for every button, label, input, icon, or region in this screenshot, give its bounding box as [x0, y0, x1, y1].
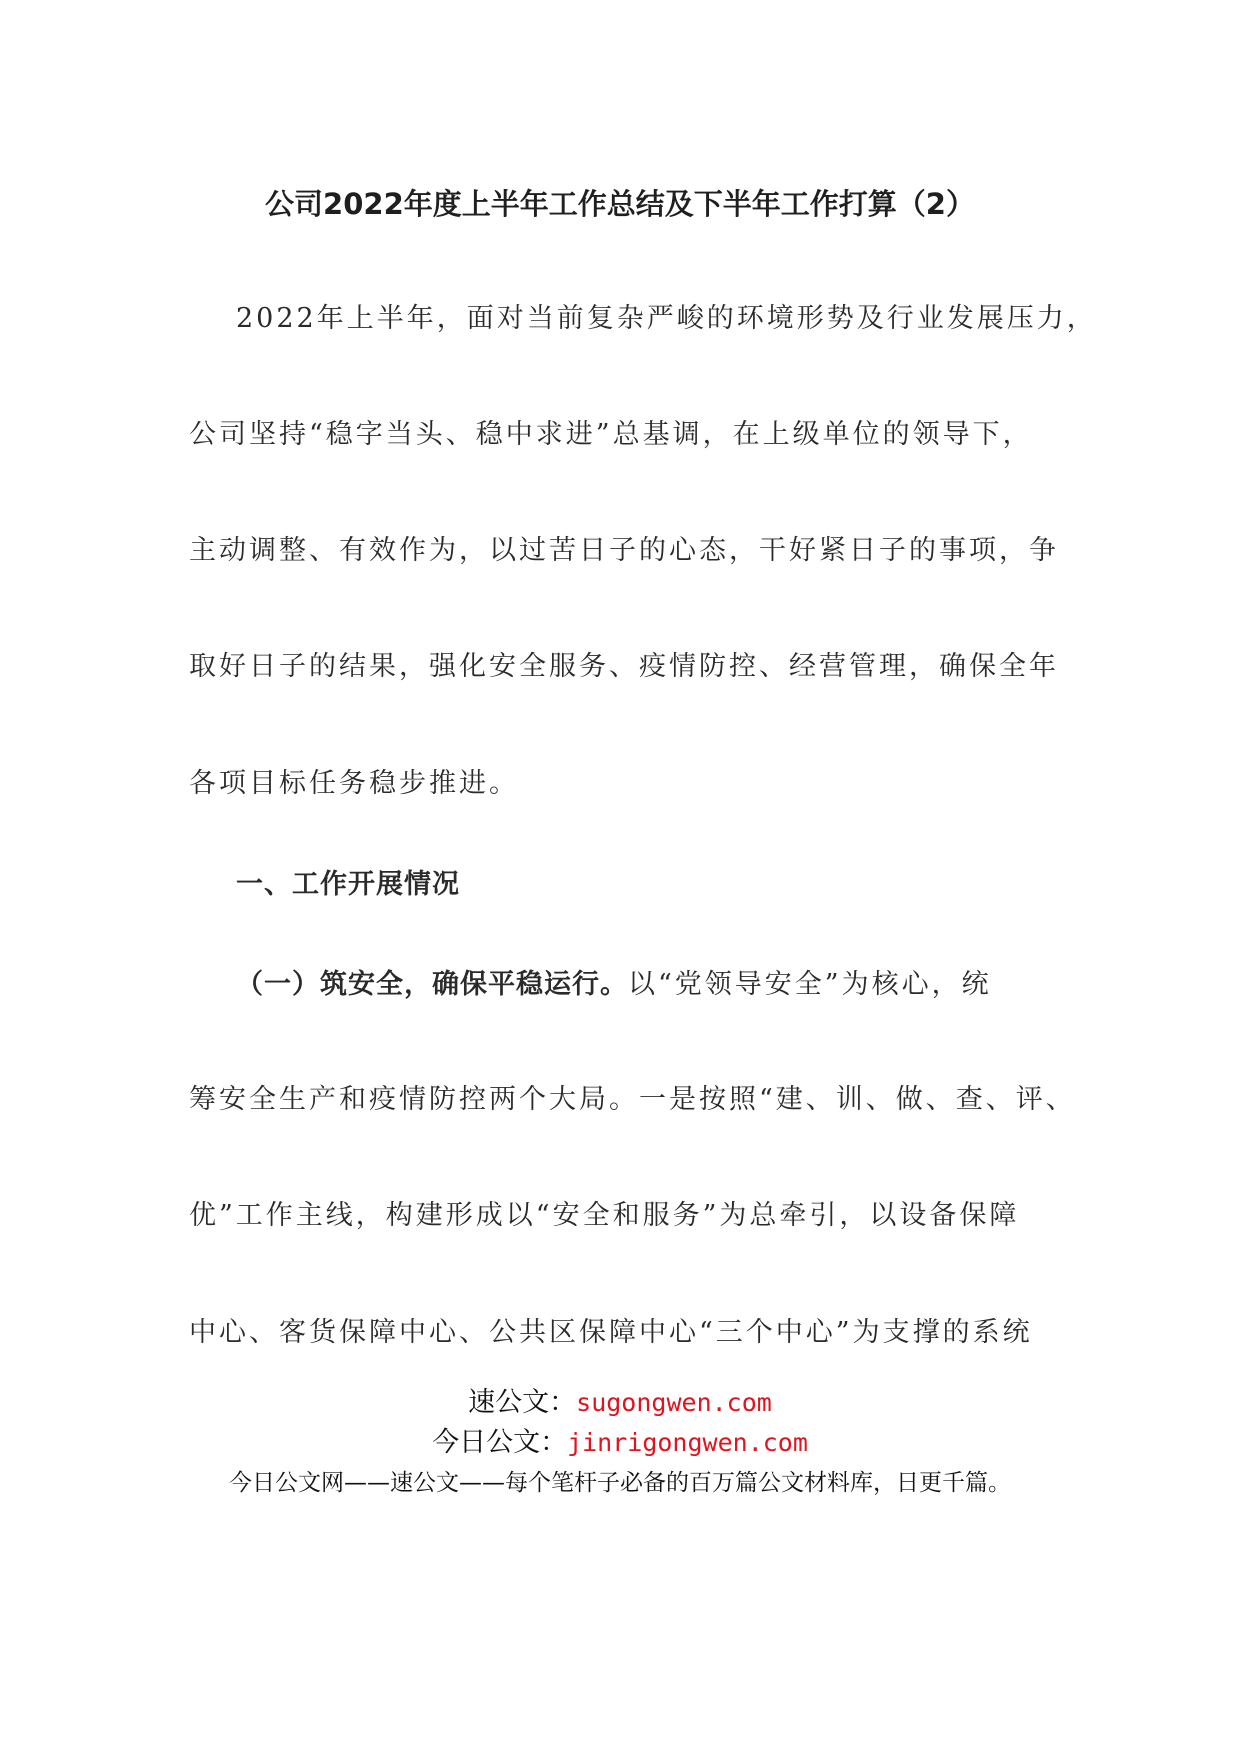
subsection-line	[236, 962, 992, 1001]
paragraph-line: 2022年上半年，面对当前复杂严峻的环境形势及行业发展压力，	[236, 303, 1097, 334]
document-title: 公司2022年度上半年工作总结及下半年工作打算（2）	[265, 187, 975, 221]
paragraph-line: 公司坚持“稳字当头、稳中求进”总基调，在上级单位的领导下，	[189, 419, 1033, 450]
paragraph-line: 主动调整、有效作为，以过苦日子的心态，干好紧日子的事项，争	[189, 535, 1059, 566]
subsection-text: 以“党领导安全”为核心，统	[628, 969, 992, 1000]
subsection-heading: （一）筑安全，确保平稳运行。	[236, 969, 628, 1000]
footer-slogan: 今日公文网——速公文——每个笔杆子必备的百万篇公文材料库，日更千篇。	[229, 1470, 1011, 1496]
footer-label: 今日公文：	[432, 1427, 568, 1458]
paragraph-line: 中心、客货保障中心、公共区保障中心“三个中心”为支撑的系统	[189, 1317, 1033, 1348]
paragraph-line: 各项目标任务稳步推进。	[189, 768, 519, 799]
footer-label: 速公文：	[468, 1387, 577, 1418]
footer-sugongwen	[0, 1380, 1240, 1419]
footer-jinrigongwen	[0, 1420, 1240, 1459]
paragraph-line: 筹安全生产和疫情防控两个大局。一是按照“建、训、做、查、评、	[189, 1084, 1076, 1115]
sugongwen-link[interactable]: sugongwen.com	[576, 1388, 772, 1417]
paragraph-line: 取好日子的结果，强化安全服务、疫情防控、经营管理，确保全年	[189, 651, 1059, 682]
jinrigongwen-link[interactable]: jinrigongwen.com	[567, 1428, 808, 1457]
paragraph-line: 优”工作主线，构建形成以“安全和服务”为总牵引，以设备保障	[189, 1200, 1020, 1231]
section-heading: 一、工作开展情况	[236, 869, 460, 900]
